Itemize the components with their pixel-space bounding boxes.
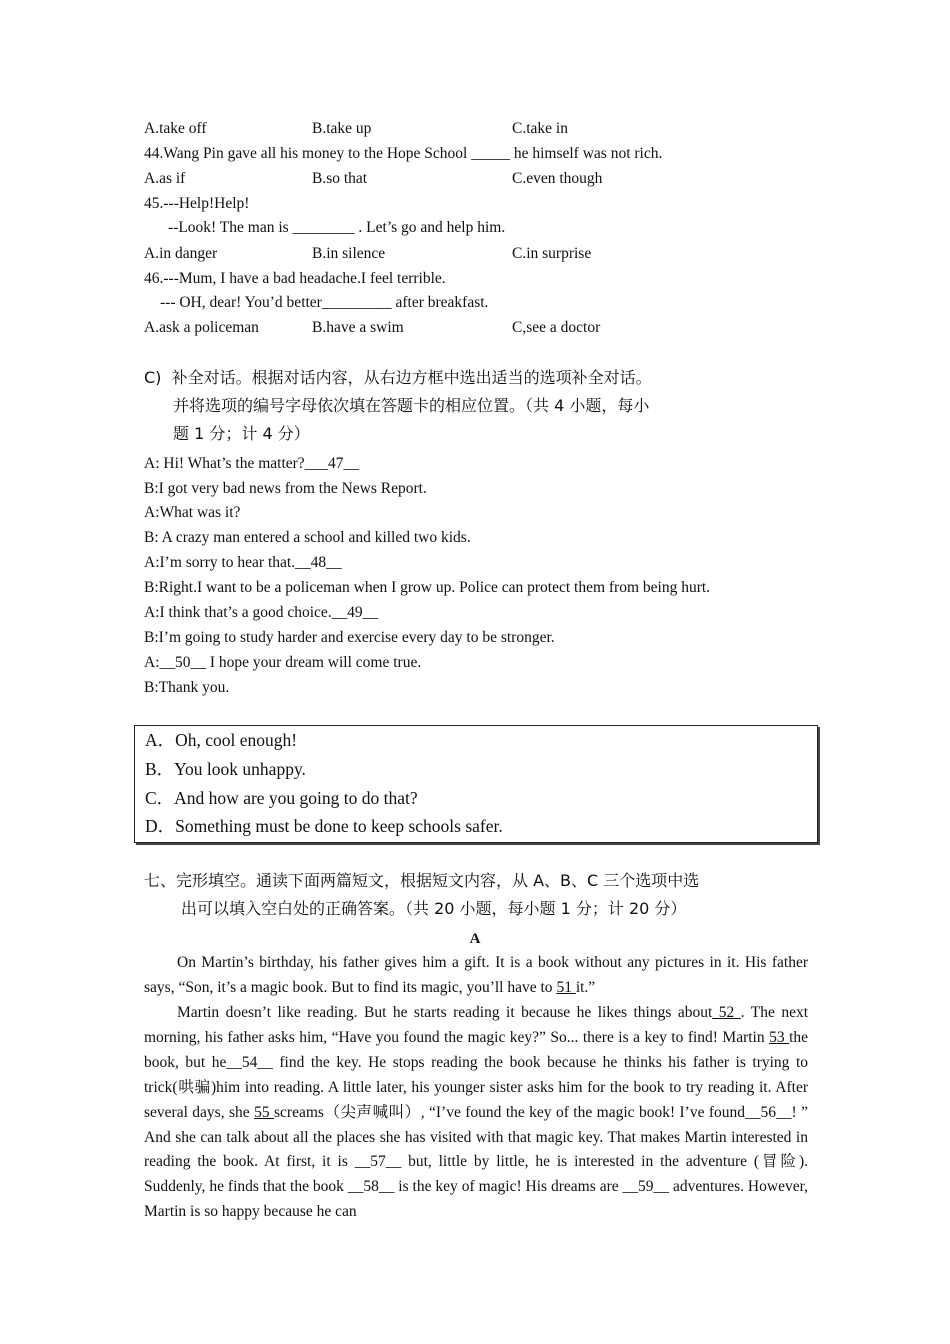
- passage-paragraph-1: [144, 951, 808, 1001]
- dialogue-line: A:I’m sorry to hear that.__48__: [144, 554, 342, 571]
- q45-line1: 45.---Help!Help!: [144, 195, 250, 212]
- passage-p2-s2: . The next morning, his father asks him, “Have you found the magic key?” So... there is a key to find! Martin: [144, 1004, 809, 1046]
- dialogue-line: B:I got very bad news from the News Report.: [144, 480, 427, 497]
- q44-option-c: C.even though: [512, 170, 603, 187]
- q45-line2: --Look! The man is ________ . Let’s go and help him.: [168, 219, 506, 236]
- dialogue-line: A: Hi! What’s the matter?___47__: [144, 455, 359, 472]
- passage-p2-s4: screams（尖声喊叫）, “I’ve found the key of the magic book! I’ve found__56__! ” And she can talk about all the places she has visited with that magic key. That makes Martin interested in reading the book. At first, it is __57__ but, little by little, he is interested in the adventure (冒险). Suddenly, he finds that the book __58__ is the key of magic! His dreams are __59__ adventures. However, Martin is so happy because he can: [144, 1103, 808, 1221]
- q44-question: 44.Wang Pin gave all his money to the Hope School _____ he himself was not rich.: [144, 145, 663, 162]
- q46-option-a: A.ask a policeman: [144, 319, 259, 336]
- q46-line2: --- OH, dear! You’d better_________ after breakfast.: [160, 294, 489, 311]
- q46-option-b: B.have a swim: [312, 319, 404, 336]
- dialogue-line: A:__50__ I hope your dream will come true.: [144, 654, 422, 671]
- choice-a: A．Oh, cool enough!: [145, 730, 298, 750]
- blank-51: 51: [556, 978, 576, 996]
- section-c-heading-line1: C) 补全对话。根据对话内容，从右边方框中选出适当的选项补全对话。: [144, 368, 652, 387]
- passage-p1-end: it.”: [575, 978, 596, 996]
- q43-option-b: B.take up: [312, 120, 372, 137]
- q45-option-c: C.in surprise: [512, 245, 592, 262]
- passage-p2-s1: Martin doesn’t like reading. But he starts reading it because he likes things about: [177, 1004, 713, 1021]
- q46-line1: 46.---Mum, I have a bad headache.I feel terrible.: [144, 270, 446, 287]
- section-7-heading-line2: 出可以填入空白处的正确答案。（共 20 小题，每小题 1 分；计 20 分）: [181, 899, 687, 918]
- blank-53: 53: [769, 1028, 790, 1046]
- dialogue-line: B: A crazy man entered a school and killed two kids.: [144, 529, 471, 546]
- choices-box: [134, 725, 818, 843]
- q44-option-a: A.as if: [144, 170, 186, 187]
- dialogue-line: B:I’m going to study harder and exercise every day to be stronger.: [144, 629, 555, 646]
- section-7-heading-line1: 七、完形填空。通读下面两篇短文，根据短文内容，从 A、B、C 三个选项中选: [144, 871, 700, 890]
- passage-p2-s3: the book, but he__54__ find the key. He stops reading the book because he thinks his father is trying to trick(哄骗)him into reading. A little later, his younger sister asks him for the book to try reading it. After several days, she: [144, 1028, 808, 1121]
- section-c-heading-line2: 并将选项的编号字母依次填在答题卡的相应位置。（共 4 小题，每小: [173, 396, 650, 415]
- choice-d: D．Something must be done to keep schools safer.: [145, 816, 503, 836]
- q43-option-a: A.take off: [144, 120, 207, 137]
- choice-b: B．You look unhappy.: [145, 759, 306, 779]
- q43-option-c: C.take in: [512, 120, 568, 137]
- section-c-heading-line3: 题 1 分；计 4 分）: [173, 424, 310, 443]
- dialogue-line: A:I think that’s a good choice.__49__: [144, 604, 379, 621]
- choice-c: C．And how are you going to do that?: [145, 788, 418, 808]
- q45-option-b: B.in silence: [312, 245, 386, 262]
- passage-p1-text: On Martin’s birthday, his father gives him a gift. It is a book without any pictures in it. His father says, “Son, it’s a magic book. But to find its magic, you’ll have to: [144, 954, 808, 996]
- passage-title: A: [469, 931, 481, 947]
- dialogue-line: B:Thank you.: [144, 679, 230, 696]
- blank-52: 52: [712, 1004, 741, 1021]
- q46-option-c: C,see a doctor: [512, 319, 601, 336]
- q44-option-b: B.so that: [312, 170, 368, 187]
- blank-55: 55: [254, 1103, 275, 1121]
- passage-paragraph-2: [144, 1001, 808, 1225]
- q45-option-a: A.in danger: [144, 245, 218, 262]
- dialogue-line: B:Right.I want to be a policeman when I grow up. Police can protect them from being hurt.: [144, 579, 711, 596]
- dialogue-line: A:What was it?: [144, 504, 241, 521]
